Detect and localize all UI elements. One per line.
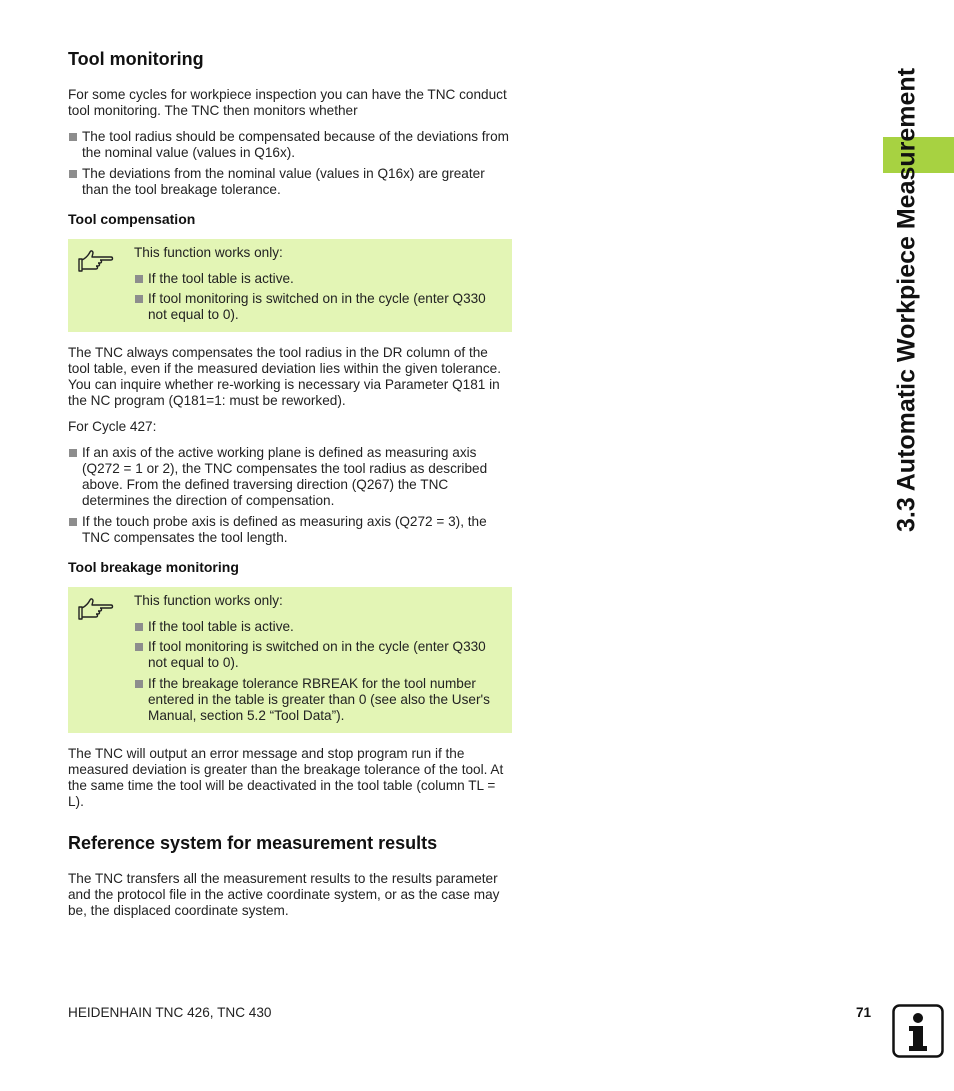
reference-paragraph: The TNC transfers all the measurement results to the results parameter and the protocol file in the active coordinate system, or as the case may be, the displaced coordinate system. [68, 871, 500, 918]
list-item: If tool monitoring is switched on in the cycle (enter Q330 not equal to 0). [134, 639, 504, 671]
bullet-square-icon [135, 275, 143, 283]
page-number: 71 [856, 1005, 872, 1020]
note-box-compensation [68, 239, 512, 332]
list-item: If an axis of the active working plane is defined as measuring axis (Q272 = 1 or 2), the TNC compensates the tool radius as described above. From the defined traversing direction (Q267) the TNC determines the direction of compensation. [68, 445, 513, 509]
breakage-paragraph: The TNC will output an error message and stop program run if the measured deviation is greater than the breakage tolerance of the tool. At the same time the tool will be deactivated in the tool table (column TL = L). [68, 746, 504, 809]
pointing-hand-icon [78, 597, 114, 623]
info-icon [892, 1004, 944, 1058]
list-item: The tool radius should be compensated because of the deviations from the nominal value (values in Q16x). [68, 129, 513, 161]
pointing-hand-icon [78, 249, 114, 275]
footer-product: HEIDENHAIN TNC 426, TNC 430 [68, 1005, 272, 1020]
note-lead: This function works only: [134, 245, 283, 260]
heading-tool-monitoring: Tool monitoring [68, 49, 204, 69]
bullet-square-icon [135, 643, 143, 651]
bullet-square-icon [69, 133, 77, 141]
compensation-paragraph: The TNC always compensates the tool radius in the DR column of the tool table, even if the measured deviation lies within the given tolerance. You can inquire whether re-working is necessary via Parameter Q181 in the NC program (Q181=1: must be reworked). [68, 345, 501, 408]
bullet-square-icon [69, 518, 77, 526]
bullet-square-icon [69, 170, 77, 178]
bullet-square-icon [135, 295, 143, 303]
bullet-square-icon [135, 623, 143, 631]
list-item: If tool monitoring is switched on in the cycle (enter Q330 not equal to 0). [134, 291, 504, 323]
list-item: If the touch probe axis is defined as measuring axis (Q272 = 3), the TNC compensates the tool length. [68, 514, 513, 546]
list-item: If the tool table is active. [134, 619, 504, 635]
list-item: The deviations from the nominal value (values in Q16x) are greater than the tool breakage tolerance. [68, 166, 513, 198]
list-item: If the tool table is active. [134, 271, 504, 287]
heading-tool-breakage: Tool breakage monitoring [68, 559, 239, 575]
heading-reference-system: Reference system for measurement results [68, 833, 438, 853]
chapter-title-text: 3.3 Automatic Workpiece Measurement [892, 67, 921, 533]
note-lead: This function works only: [134, 593, 283, 608]
bullet-square-icon [69, 449, 77, 457]
note-box-breakage [68, 587, 512, 733]
heading-tool-compensation: Tool compensation [68, 211, 196, 227]
bullet-square-icon [135, 680, 143, 688]
cycle-paragraph: For Cycle 427: [68, 419, 157, 434]
list-item: If the breakage tolerance RBREAK for the tool number entered in the table is greater than 0 (see also the User's Manual, section 5.2 “Tool Data”). [134, 676, 504, 724]
intro-paragraph: For some cycles for workpiece inspection you can have the TNC conduct tool monitoring. The TNC then monitors whether [68, 87, 507, 118]
